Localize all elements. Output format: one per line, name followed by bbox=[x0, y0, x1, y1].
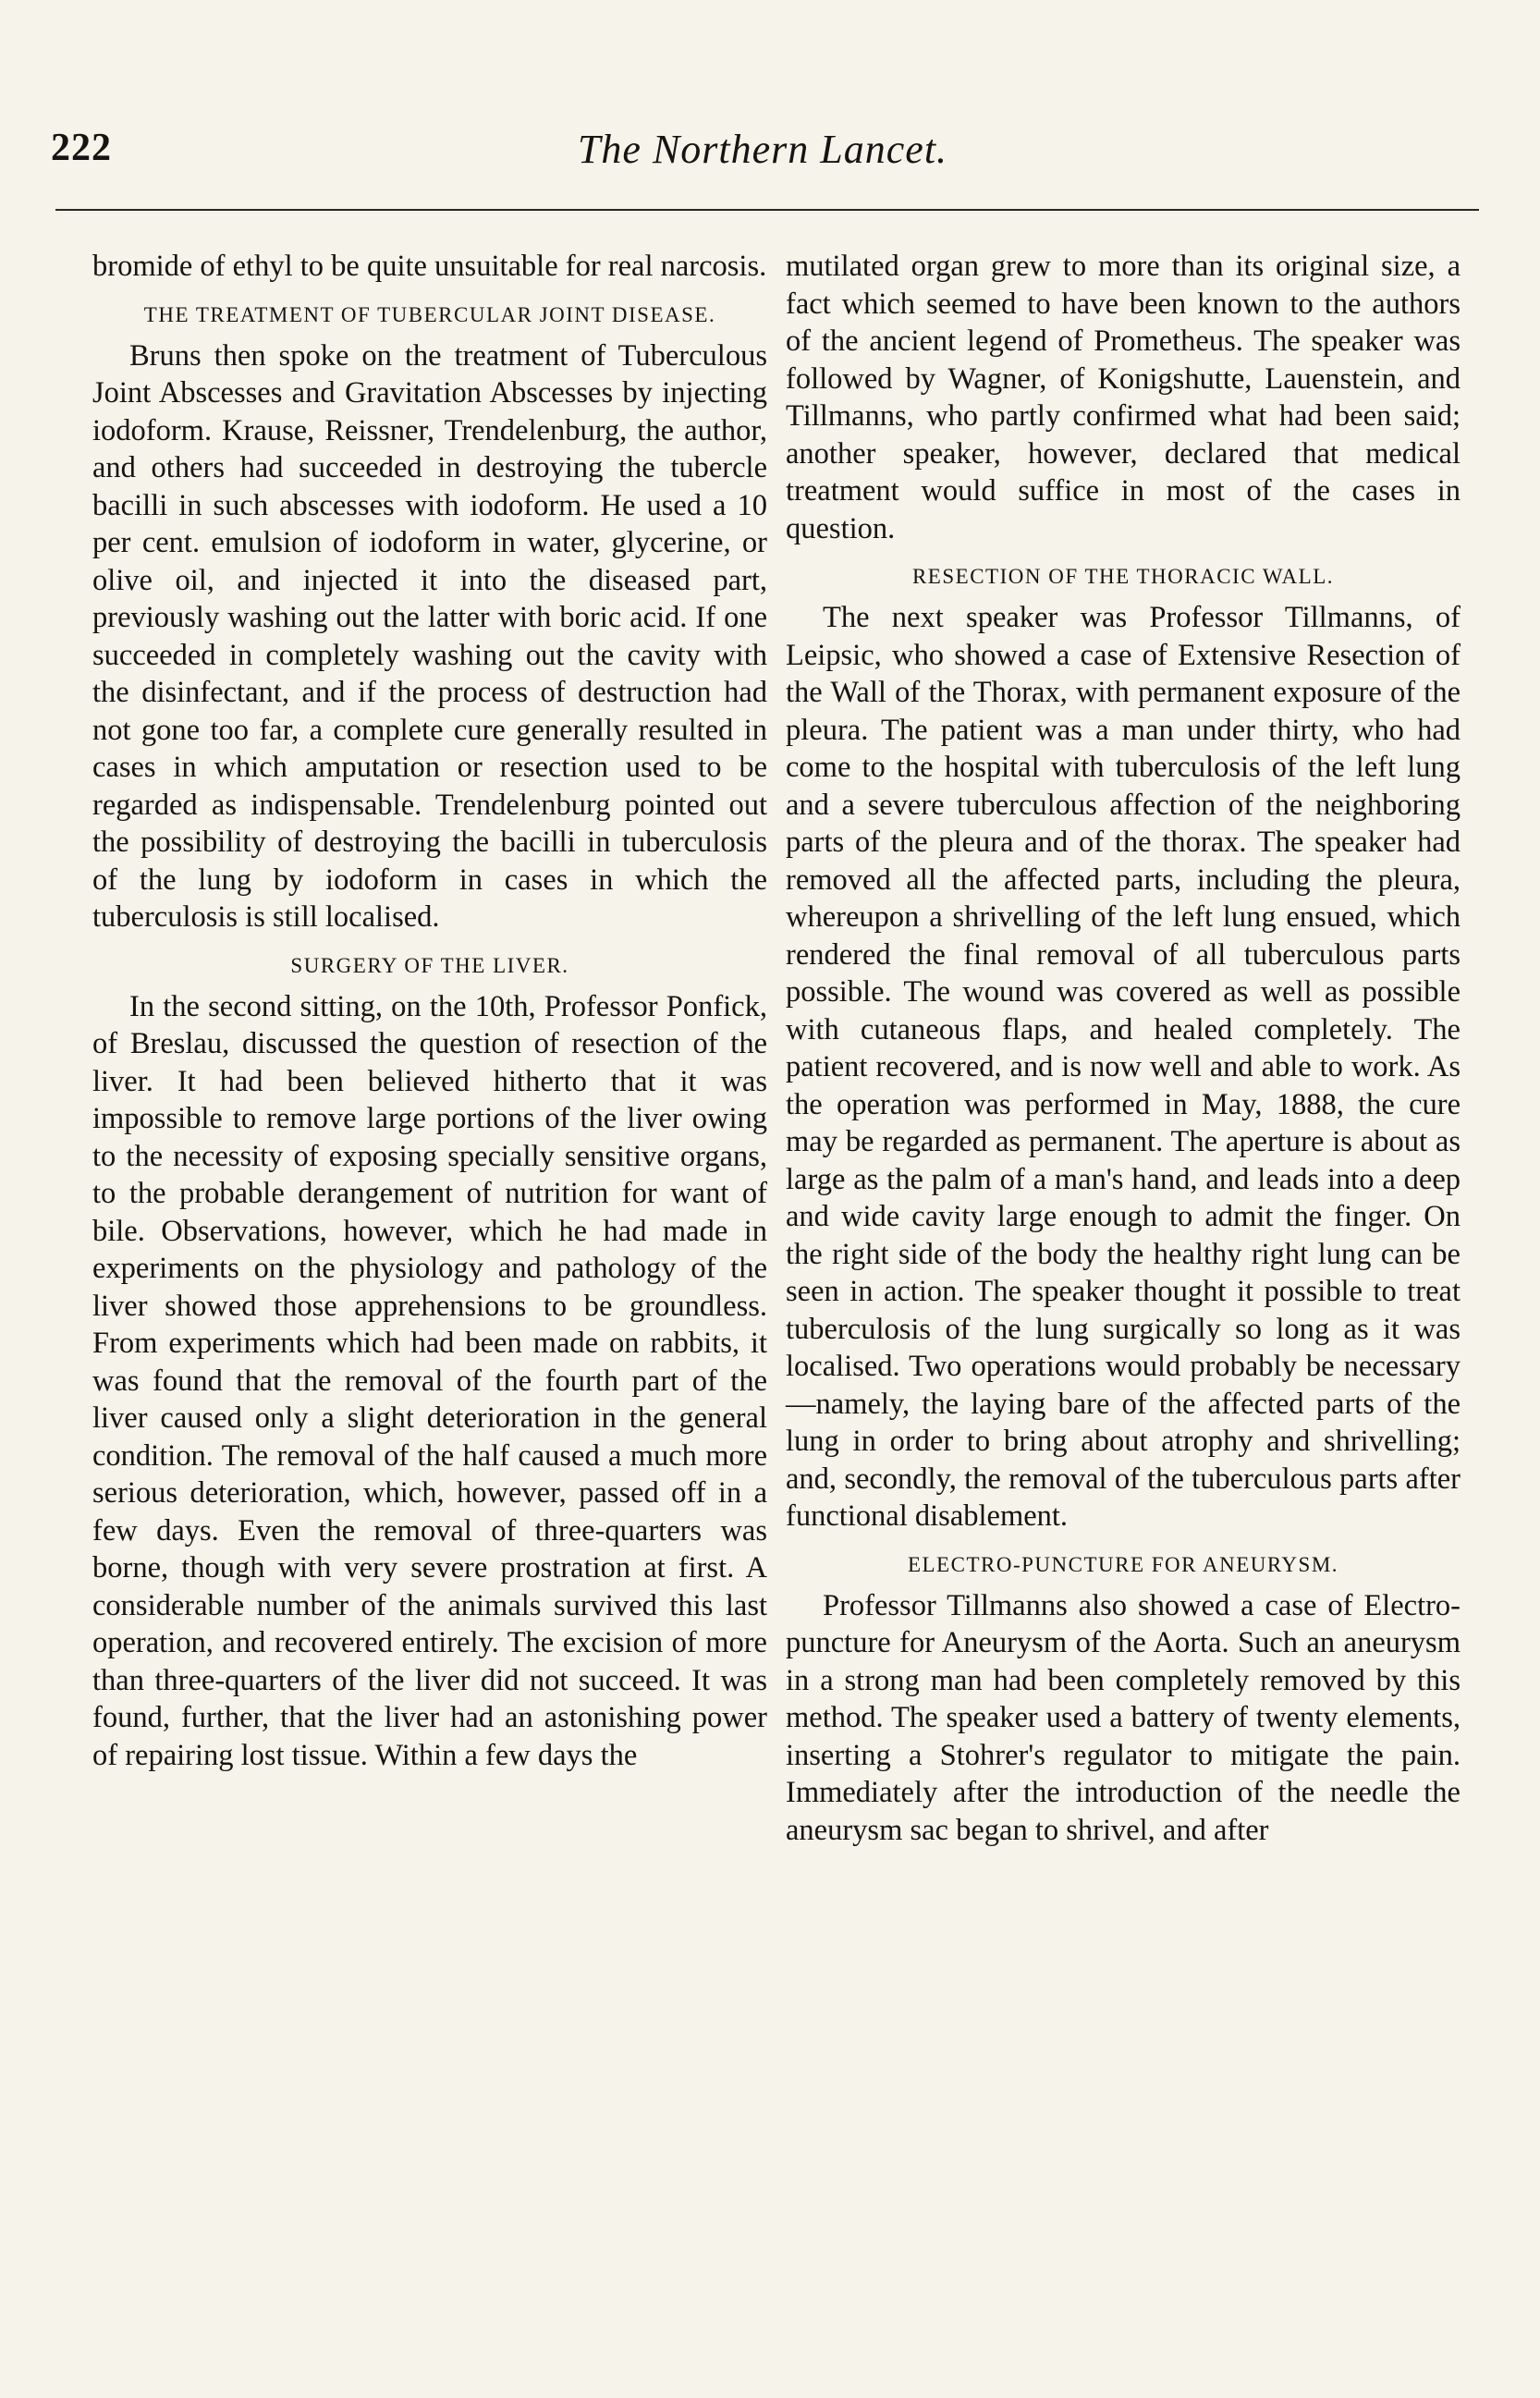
right-column bbox=[786, 248, 1461, 1849]
paragraph: bromide of ethyl to be quite unsuitable for real narcosis. bbox=[92, 250, 767, 283]
paragraph: In the second sitting, on the 10th, Professor Ponfick, of Breslau, discussed the question of resection of the liver. It had been believed hitherto that it was impossible to remove large portions of the liver owing to the necessity of exposing specially sensitive organs, to the probable derangement of nutrition for want of bile. Observations, however, which he had made in experiments on the physiology and pathology of the liver showed those apprehensions to be groundless. From experiments which had been made on rabbits, it was found that the removal of the fourth part of the liver caused only a slight deterioration in the general condition. The removal of the half caused a much more serious deterioration, which, however, passed off in a few days. Even the removal of three-quarters was borne, though with very severe prostration at first. A considerable number of the animals survived this last operation, and recovered entirely. The excision of more than three-quarters of the liver did not succeed. It was found, further, that the liver had an astonishing power of repairing lost tissue. Within a few days the bbox=[92, 989, 767, 1772]
section-heading: RESECTION OF THE THORACIC WALL. bbox=[911, 565, 1335, 588]
section-heading: ELECTRO-PUNCTURE FOR ANEURYSM. bbox=[907, 1552, 1339, 1576]
left-column bbox=[92, 248, 767, 1774]
section-heading: SURGERY OF THE LIVER. bbox=[290, 953, 569, 977]
paragraph: The next speaker was Professor Tillmanns, of Leipsic, who showed a case of Extensive Resection of the Wall of the Thorax, with permanent exposure of the pleura. The patient was a man under thirty, who had come to the hospital with tuberculosis of the left lung and a severe tuberculous affection of the neighboring parts of the pleura and of the thorax. The speaker had removed all the affected parts, including the pleura, whereupon a shrivelling of the left lung ensued, which rendered the final removal of all tuberculous parts possible. The wound was covered as well as possible with cutaneous flaps, and healed completely. The patient recovered, and is now well and able to work. As the operation was performed in May, 1888, the cure may be regarded as permanent. The aperture is about as large as the palm of a man's hand, and leads into a deep and wide cavity large enough to admit the finger. On the right side of the body the healthy right lung can be seen in action. The speaker thought it possible to treat tuberculosis of the lung surgically so long as it was localised. Two operations would probably be necessary—namely, the laying bare of the affected parts of the lung in order to bring about atrophy and shrivelling; and, secondly, the removal of the tuberculous parts after functional disablement. bbox=[786, 601, 1461, 1533]
page-header bbox=[51, 126, 1474, 190]
paragraph: Professor Tillmanns also showed a case of Electro-puncture for Aneurysm of the Aorta. Such an aneurysm in a strong man had been completely removed by this method. The speaker used a battery of twenty elements, inserting a Stohrer's regulator to mitigate the pain. Immediately after the introduction of the needle the aneurysm sac began to shrivel, and after bbox=[786, 1588, 1461, 1847]
page-number: 222 bbox=[51, 127, 112, 169]
paragraph: mutilated organ grew to more than its original size, a fact which seemed to have been known to the authors of the ancient legend of Prometheus. The speaker was followed by Wagner, of Konigshutte, Lauenstein, and Tillmanns, who partly confirmed what had been said; another speaker, however, declared that medical treatment would suffice in most of the cases in question. bbox=[786, 250, 1461, 545]
section-heading: THE TREATMENT OF TUBERCULAR JOINT DISEASE. bbox=[143, 302, 716, 326]
running-title: The Northern Lancet. bbox=[577, 127, 948, 172]
header-rule bbox=[55, 209, 1479, 211]
paragraph: Bruns then spoke on the treatment of Tuberculous Joint Abscesses and Gravitation Abscesses by injecting iodoform. Krause, Reissner, Trendelenburg, the author, and others had succeeded in destroying the tubercle bacilli in such abscesses with iodoform. He used a 10 per cent. emulsion of iodoform in water, glycerine, or olive oil, and injected it into the diseased part, previously washing out the latter with boric acid. If one succeeded in completely washing out the cavity with the disinfectant, and if the process of destruction had not gone too far, a complete cure generally resulted in cases in which amputation or resection used to be regarded as indispensable. Trendelenburg pointed out the possibility of destroying the bacilli in tuberculosis of the lung by iodoform in cases in which the tuberculosis is still localised. bbox=[92, 338, 767, 934]
